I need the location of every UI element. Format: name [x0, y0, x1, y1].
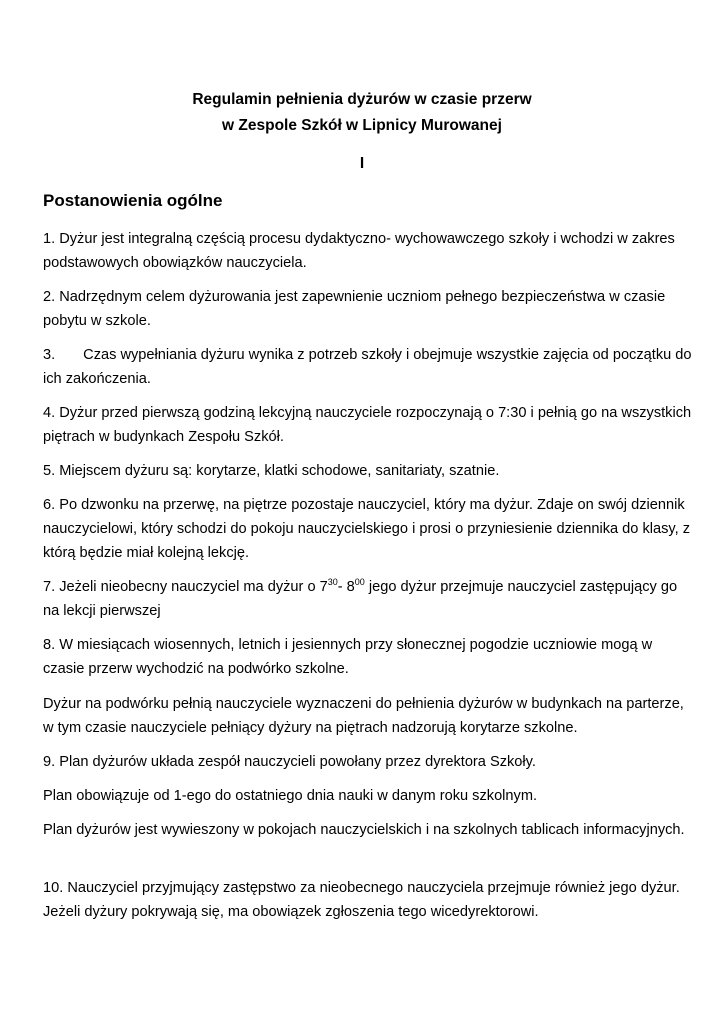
paragraph-8-continuation: Dyżur na podwórku pełnią nauczyciele wyznaczeni do pełnienia dyżurów w budynkach na parterze, w tym czasie nauczyciele pełniący dyżury na piętrach nadzorują korytarze szkolne.: [43, 696, 684, 736]
paragraph-3-number: 3.: [43, 347, 56, 363]
paragraph-2: 2. Nadrzędnym celem dyżurowania jest zapewnienie uczniom pełnego bezpieczeństwa w czasie pobytu w szkole.: [43, 289, 666, 329]
paragraph-1: 1. Dyżur jest integralną częścią procesu dydaktyczno- wychowawczego szkoły i wchodzi w zakres podstawowych obowiązków nauczyciela.: [43, 231, 675, 271]
paragraph-7-part-a: 7. Jeżeli nieobecny nauczyciel ma dyżur o 7: [43, 579, 328, 595]
paragraph-7-superscript-1: 30: [327, 577, 338, 587]
paragraph-9-continuation-1: Plan obowiązuje od 1-ego do ostatniego dnia nauki w danym roku szkolnym.: [43, 788, 538, 804]
paragraph-7-part-c: jego dyżur przejmuje nauczyciel zastępujący go na lekcji pierwszej: [43, 579, 678, 619]
document-title-line-1: Regulamin pełnienia dyżurów w czasie przerw: [192, 91, 532, 108]
paragraph-7-part-b: - 8: [337, 579, 355, 595]
paragraph-9-continuation-2: Plan dyżurów jest wywieszony w pokojach nauczycielskich i na szkolnych tablicach informacyjnych.: [43, 822, 685, 838]
paragraph-9: 9. Plan dyżurów układa zespół nauczycieli powołany przez dyrektora Szkoły.: [43, 754, 536, 770]
paragraph-8: 8. W miesiącach wiosennych, letnich i jesiennych przy słonecznej pogodzie uczniowie mogą w czasie przerw wychodzić na podwórko szkolne.: [43, 637, 653, 677]
paragraph-5: 5. Miejscem dyżuru są: korytarze, klatki schodowe, sanitariaty, szatnie.: [43, 463, 500, 479]
section-heading: Postanowienia ogólne: [43, 191, 223, 210]
paragraph-7-superscript-2: 00: [354, 577, 365, 587]
paragraph-3: [43, 343, 693, 391]
paragraph-10: 10. Nauczyciel przyjmujący zastępstwo za nieobecnego nauczyciela przejmuje również jego dyżur. Jeżeli dyżury pokrywają się, ma obowiązek zgłoszenia tego wicedyrektorowi.: [43, 880, 680, 920]
paragraph-3-text: Czas wypełniania dyżuru wynika z potrzeb szkoły i obejmuje wszystkie zajęcia od początku do ich zakończenia.: [43, 347, 692, 387]
document-title-line-2: w Zespole Szkół w Lipnicy Murowanej: [222, 117, 502, 134]
paragraph-6: 6. Po dzwonku na przerwę, na piętrze pozostaje nauczyciel, który ma dyżur. Zdaje on swój dziennik nauczycielowi, który schodzi do pokoju nauczycielskiego i prosi o przyniesienie dziennika do klasy, z którą będzie miał kolejną lekcję.: [43, 497, 691, 561]
paragraph-4: 4. Dyżur przed pierwszą godziną lekcyjną nauczyciele rozpoczynają o 7:30 i pełnią go na wszystkich piętrach w budynkach Zespołu Szkół.: [43, 405, 692, 445]
section-number: I: [359, 155, 365, 172]
paragraph-7: [43, 575, 693, 623]
